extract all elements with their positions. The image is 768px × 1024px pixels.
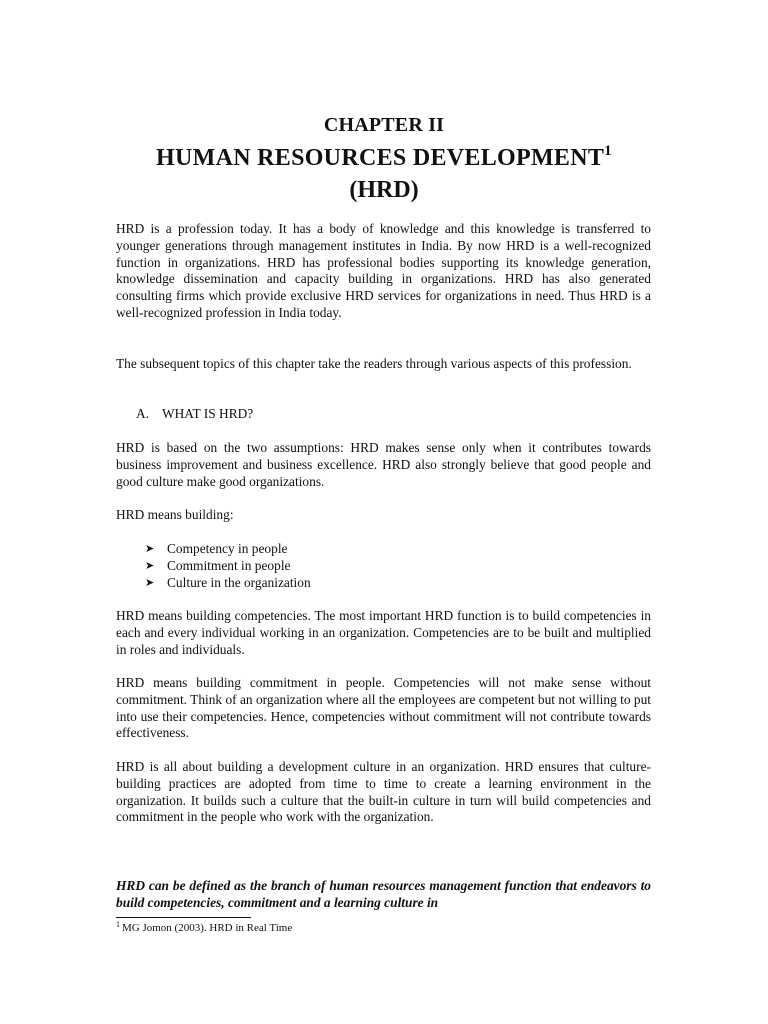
- footnote-divider: [116, 917, 251, 918]
- arrow-bullet-icon: ➤: [145, 543, 155, 555]
- paragraph-subsequent: The subsequent topics of this chapter take the readers through various aspects of this profession.: [116, 356, 632, 371]
- list-item-label: Culture in the organization: [167, 574, 311, 590]
- paragraph-intro: HRD is a profession today. It has a body of knowledge and this knowledge is transferred to younger generations through management institutes in India. By now HRD is a well-recognized function in organizations. HRD has professional bodies supporting its knowledge generation, knowledge dissemination and capacity building in organizations. HRD has also generated consulting firms which provide exclusive HRD services for organizations in need. Thus HRD is a well-recognized profession in India today.: [116, 221, 651, 320]
- arrow-bullet-icon: ➤: [145, 559, 155, 572]
- section-heading-a: [136, 406, 253, 423]
- paragraph-competencies: HRD means building competencies. The most important HRD function is to build competencies in each and every individual working in an organization. Competencies are to be built and multiplied in roles and individuals.: [116, 608, 651, 657]
- page-subtitle: (HRD): [349, 177, 419, 203]
- list-item-label: Commitment in people: [167, 557, 291, 573]
- bullet-list: [145, 541, 311, 591]
- list-item: [145, 541, 311, 558]
- page-title-text: HUMAN RESOURCES DEVELOPMENT: [156, 145, 605, 171]
- footnote: [116, 921, 292, 935]
- paragraph-means-building: HRD means building:: [116, 507, 234, 522]
- section-title: WHAT IS HRD?: [162, 406, 254, 421]
- title-block: [0, 112, 768, 206]
- paragraph-culture: HRD is all about building a development culture in an organization. HRD ensures that culture-building practices are adopted from time to time to create a learning environment in the organization. It builds such a culture that the built-in culture in turn will build competencies and commitment in the people who work with the organization.: [116, 759, 651, 825]
- footnote-text: MG Jomon (2003). HRD in Real Time: [122, 922, 293, 934]
- chapter-label: CHAPTER II: [323, 114, 445, 136]
- definition-paragraph: HRD can be defined as the branch of human resources management function that endeavors to build competencies, commitment and a learning culture in: [116, 878, 651, 911]
- list-item: [145, 575, 311, 592]
- list-item-label: Competency in people: [167, 541, 288, 556]
- paragraph-assumptions: HRD is based on the two assumptions: HRD makes sense only when it contributes towards business improvement and business excellence. HRD also strongly believe that good people and good culture make good organizations.: [116, 440, 651, 489]
- list-item: [145, 558, 311, 575]
- paragraph-commitment: HRD means building commitment in people. Competencies will not make sense without commitment. Think of an organization where all the employees are competent but not willing to put into use their competencies. Hence, competencies without commitment will not contribute towards effectiveness.: [116, 675, 651, 741]
- footnote-mark: 1: [116, 920, 120, 929]
- footnote-ref[interactable]: 1: [604, 143, 612, 159]
- page-title: [0, 142, 768, 174]
- section-letter: A.: [136, 406, 150, 421]
- arrow-bullet-icon: ➤: [145, 576, 155, 589]
